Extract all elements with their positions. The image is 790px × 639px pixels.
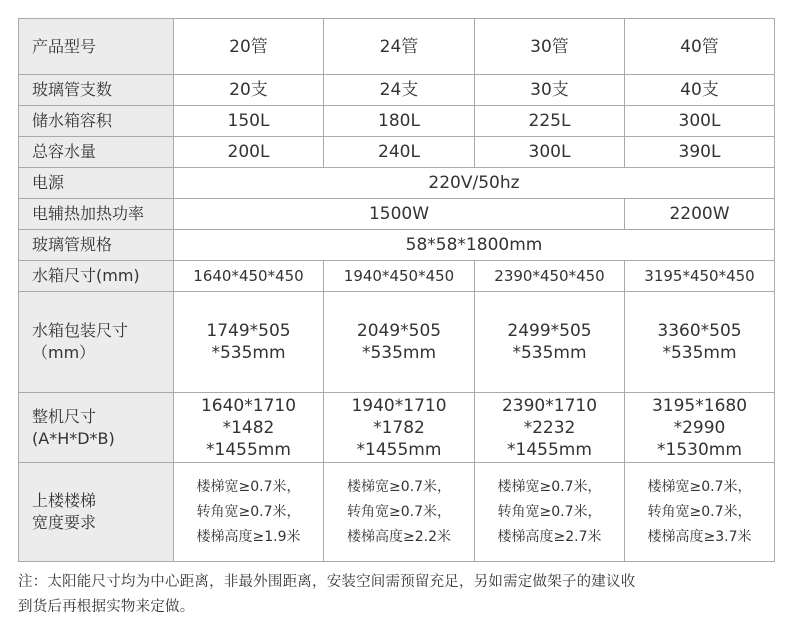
stair-width-30 [475, 463, 625, 562]
machine-size-24-line3: *1455mm [356, 439, 442, 460]
machine-size-30-line3: *1455mm [507, 439, 592, 460]
stair-width-20 [174, 463, 324, 562]
machine-size-30 [475, 393, 625, 463]
machine-size-24-line1: 1940*1710 [351, 395, 447, 416]
stair-width-30-line3: 楼梯高度≥2.7米 [497, 528, 602, 545]
tank-volume-30: 225L [475, 106, 625, 137]
package-size-30-line2: *535mm [512, 343, 587, 363]
stair-width-40-line1: 楼梯宽≥0.7米， [647, 478, 752, 495]
package-size-20 [174, 292, 324, 393]
model-40: 40管 [625, 19, 775, 75]
machine-size-20-line3: *1455mm [206, 439, 291, 460]
machine-size-40-line1: 3195*1680 [651, 395, 748, 416]
machine-size-40 [625, 393, 775, 463]
tube-spec-value: 58*58*1800mm [174, 230, 775, 261]
package-size-24-line1: 2049*505 [356, 321, 442, 341]
tube-count-24: 24支 [324, 75, 475, 106]
machine-size-30-line1: 2390*1710 [501, 395, 598, 416]
package-size-30 [475, 292, 625, 393]
row-model [19, 19, 775, 75]
package-size-24-line2: *535mm [361, 343, 437, 363]
machine-size-24 [324, 393, 475, 463]
stair-width-20-line1: 楼梯宽≥0.7米， [196, 478, 301, 495]
tank-volume-40: 300L [625, 106, 775, 137]
total-volume-40: 390L [625, 137, 775, 168]
label-tube-count: 玻璃管支数 [19, 75, 174, 106]
machine-size-20-line2: *1482 [222, 417, 275, 438]
row-tank-volume [19, 106, 775, 137]
package-size-40-line2: *535mm [662, 343, 737, 363]
row-tube-spec [19, 230, 775, 261]
footnote [18, 570, 778, 620]
tank-size-24: 1940*450*450 [324, 261, 475, 292]
package-size-20-line2: *535mm [211, 343, 286, 363]
label-tank-size: 水箱尺寸(mm) [19, 261, 174, 292]
tank-volume-24: 180L [324, 106, 475, 137]
heating-power-large: 2200W [625, 199, 775, 230]
tank-size-40: 3195*450*450 [625, 261, 775, 292]
machine-size-40-line2: *2990 [673, 417, 726, 438]
stair-width-24-line1: 楼梯宽≥0.7米， [347, 478, 451, 495]
stair-width-30-line1: 楼梯宽≥0.7米， [497, 478, 602, 495]
tank-volume-20: 150L [174, 106, 324, 137]
machine-size-20 [174, 393, 324, 463]
label-tube-spec: 玻璃管规格 [19, 230, 174, 261]
label-package-size-line2: （mm） [32, 343, 96, 362]
stair-width-24-line2: 转角宽≥0.7米， [347, 503, 451, 520]
spec-table [18, 18, 775, 562]
package-size-30-line1: 2499*505 [507, 321, 592, 341]
tank-size-30: 2390*450*450 [475, 261, 625, 292]
label-heating-power: 电辅热加热功率 [19, 199, 174, 230]
model-30: 30管 [475, 19, 625, 75]
label-machine-size [19, 393, 174, 463]
stair-width-40-line2: 转角宽≥0.7米， [647, 503, 752, 520]
heating-power-small: 1500W [174, 199, 625, 230]
total-volume-24: 240L [324, 137, 475, 168]
label-total-volume: 总容水量 [19, 137, 174, 168]
machine-size-20-line1: 1640*1710 [200, 395, 297, 416]
label-stair-width-line2: 宽度要求 [32, 513, 97, 532]
row-package-size [19, 292, 775, 393]
stair-width-30-line2: 转角宽≥0.7米， [497, 503, 602, 520]
stair-width-20-line3: 楼梯高度≥1.9米 [196, 528, 301, 545]
machine-size-24-line2: *1782 [373, 417, 425, 438]
tube-count-40: 40支 [625, 75, 775, 106]
row-total-volume [19, 137, 775, 168]
footnote-line2: 到货后再根据实物来定做。 [18, 599, 195, 615]
model-20: 20管 [174, 19, 324, 75]
stair-width-24-line3: 楼梯高度≥2.2米 [347, 528, 451, 545]
label-package-size [19, 292, 174, 393]
model-24: 24管 [324, 19, 475, 75]
label-stair-width-line1: 上楼楼梯 [32, 491, 97, 510]
tube-count-20: 20支 [174, 75, 324, 106]
label-stair-width [19, 463, 174, 562]
label-power-supply: 电源 [19, 168, 174, 199]
label-tank-volume: 储水箱容积 [19, 106, 174, 137]
label-machine-size-line2: (A*H*D*B) [32, 428, 115, 448]
stair-width-40-line3: 楼梯高度≥3.7米 [647, 528, 752, 545]
package-size-24 [324, 292, 475, 393]
package-size-40 [625, 292, 775, 393]
machine-size-40-line3: *1530mm [657, 439, 742, 460]
row-stair-width [19, 463, 775, 562]
power-supply-value: 220V/50hz [174, 168, 775, 199]
total-volume-20: 200L [174, 137, 324, 168]
total-volume-30: 300L [475, 137, 625, 168]
footnote-line1: 注：太阳能尺寸均为中心距离，非最外围距离，安装空间需预留充足，另如需定做架子的建议收 [18, 574, 636, 590]
row-tube-count [19, 75, 775, 106]
label-model: 产品型号 [19, 19, 174, 75]
package-size-20-line1: 1749*505 [206, 321, 291, 341]
stair-width-20-line2: 转角宽≥0.7米， [196, 503, 301, 520]
label-machine-size-line1: 整机尺寸 [32, 406, 97, 426]
stair-width-24 [324, 463, 475, 562]
stair-width-40 [625, 463, 775, 562]
package-size-40-line1: 3360*505 [657, 321, 742, 341]
label-package-size-line1: 水箱包装尺寸 [32, 321, 129, 340]
row-power-supply [19, 168, 775, 199]
row-heating-power [19, 199, 775, 230]
row-machine-size [19, 393, 775, 463]
tank-size-20: 1640*450*450 [174, 261, 324, 292]
row-tank-size [19, 261, 775, 292]
machine-size-30-line2: *2232 [523, 417, 576, 438]
tube-count-30: 30支 [475, 75, 625, 106]
